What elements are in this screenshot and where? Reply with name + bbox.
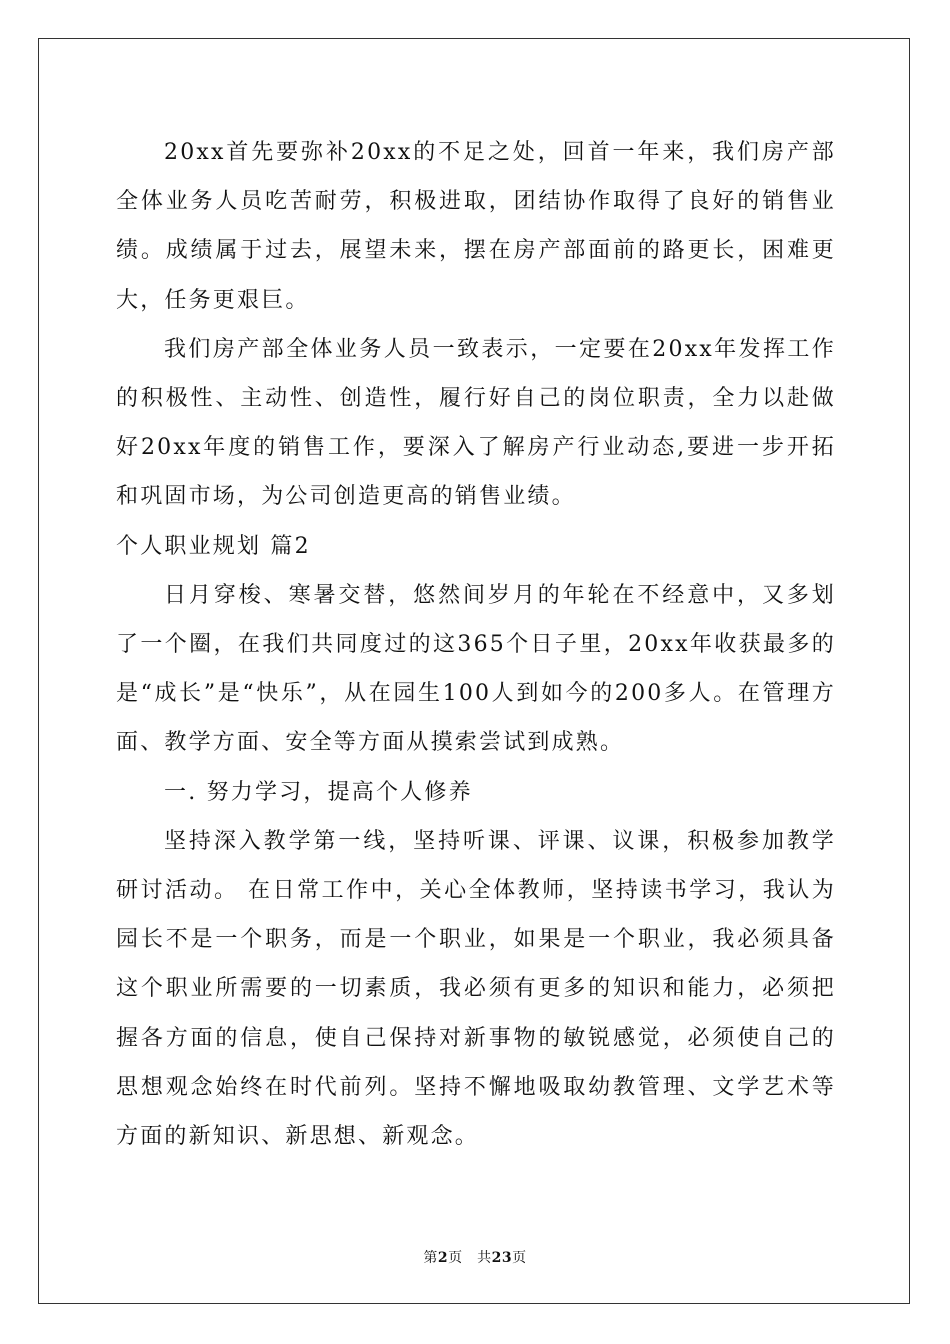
subsection-heading: 一. 努力学习，提高个人修养 (164, 779, 473, 805)
paragraph-4: 坚持深入教学第一线，坚持听课、评课、议课，积极参加教学研讨活动。 在日常工作中，关心全体教师，坚持读书学习，我认为园长不是一个职务，而是一个职业，如果是一个职业，我必须具备这个职业所需要的一切素质，我必须有更多的知识和能力，必须把握各方面的信息，使自己保持对新事物的敏锐感觉，必须使自己的思想观念始终在时代前列。坚持不懈地吸取幼教管理、文学艺术等方面的新知识、新思想、新观念。 (116, 828, 836, 1150)
current-page-number: 2 (437, 1250, 449, 1266)
footer-suffix: 页 (512, 1250, 527, 1266)
page-footer (0, 1247, 950, 1267)
total-pages-number: 23 (491, 1250, 513, 1266)
section-heading: 个人职业规划 篇2 (116, 533, 311, 559)
paragraph-2: 我们房产部全体业务人员一致表示，一定要在20xx年发挥工作的积极性、主动性、创造性，履行好自己的岗位职责，全力以赴做好20xx年度的销售工作，要深入了解房产行业动态,要进一步开拓和巩固市场，为公司创造更高的销售业绩。 (116, 336, 836, 510)
paragraph-3: 日月穿梭、寒暑交替，悠然间岁月的年轮在不经意中，又多划了一个圈，在我们共同度过的这365个日子里，20xx年收获最多的是“成长”是“快乐”，从在园生100人到如今的200多人。在管理方面、教学方面、安全等方面从摸索尝试到成熟。 (116, 582, 836, 756)
paragraph-1: 20xx首先要弥补20xx的不足之处，回首一年来，我们房产部全体业务人员吃苦耐劳，积极进取，团结协作取得了良好的销售业绩。成绩属于过去，展望未来，摆在房产部面前的路更长，困难更大，任务更艰巨。 (116, 140, 836, 313)
footer-prefix: 第 (423, 1250, 438, 1266)
footer-middle: 页 共 (448, 1250, 492, 1266)
document-body (116, 128, 836, 1161)
